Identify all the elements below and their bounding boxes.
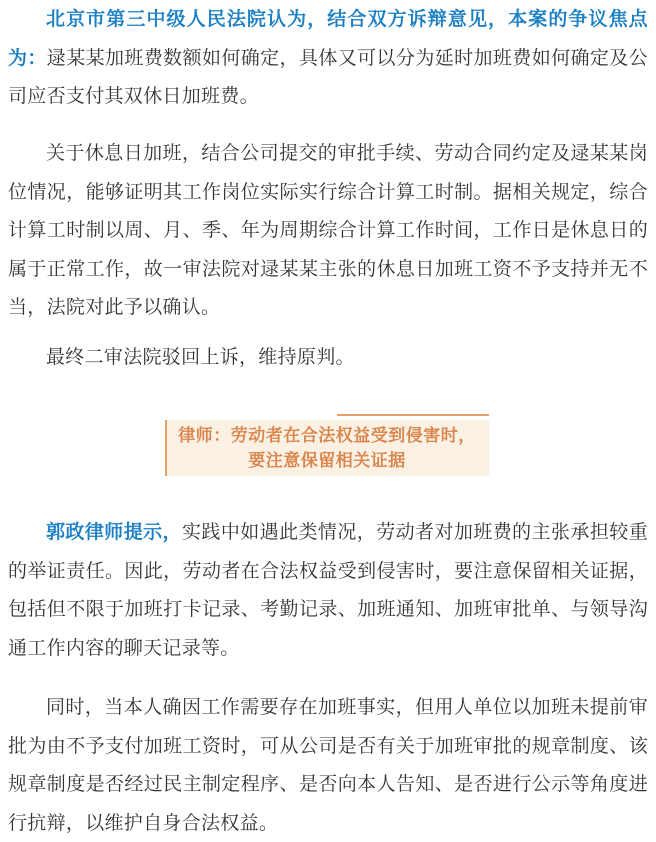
callout-heading	[165, 424, 489, 474]
paragraph-court-opinion	[8, 0, 648, 116]
lawyer-tip-highlight: 郭政律师提示，	[46, 521, 182, 543]
paragraph-defense-advice	[8, 688, 648, 842]
defense-advice-text: 同时，当本人确因工作需要存在加班事实，但用人单位以加班未提前审批为由不予支付加班工资时，可从公司是否有关于加班审批的规章制度、该规章制度是否经过民主制定程序、是否向本人告知、是否进行公示等角度进行抗辩，以维护自身合法权益。	[8, 696, 648, 834]
callout-line-1: 律师：劳动者在合法权益受到侵害时，	[178, 426, 476, 446]
paragraph-lawyer-tip	[8, 513, 648, 667]
court-opinion-highlight: 北京市第三中级人民法院认为，结合双方诉辩意见，本案的争议焦点为：	[8, 8, 648, 69]
court-opinion-text: 逯某某加班费数额如何确定，具体又可以分为延时加班费如何确定及公司应否支付其双休日加班费。	[8, 46, 648, 107]
paragraph-rest-day-overtime	[8, 134, 648, 327]
lawyer-tip-callout	[165, 414, 489, 476]
rest-day-overtime-text: 关于休息日加班，结合公司提交的审批手续、劳动合同约定及逯某某岗位情况，能够证明其工作岗位实际实行综合计算工时制。据相关规定，综合计算工时制以周、月、季、年为周期综合计算工作时间，工作日是休息日的属于正常工作，故一审法院对逯某某主张的休息日加班工资不予支持并无不当，法院对此予以确认。	[8, 142, 648, 318]
callout-top-border	[337, 414, 489, 416]
paragraph-final-ruling	[8, 338, 648, 377]
callout-line-2: 要注意保留相关证据	[248, 451, 406, 471]
final-ruling-text: 最终二审法院驳回上诉，维持原判。	[46, 346, 355, 368]
lawyer-tip-text: 实践中如遇此类情况，劳动者对加班费的主张承担较重的举证责任。因此，劳动者在合法权益受到侵害时，要注意保留相关证据，包括但不限于加班打卡记录、考勤记录、加班通知、加班审批单、与领导沟通工作内容的聊天记录等。	[8, 521, 648, 659]
